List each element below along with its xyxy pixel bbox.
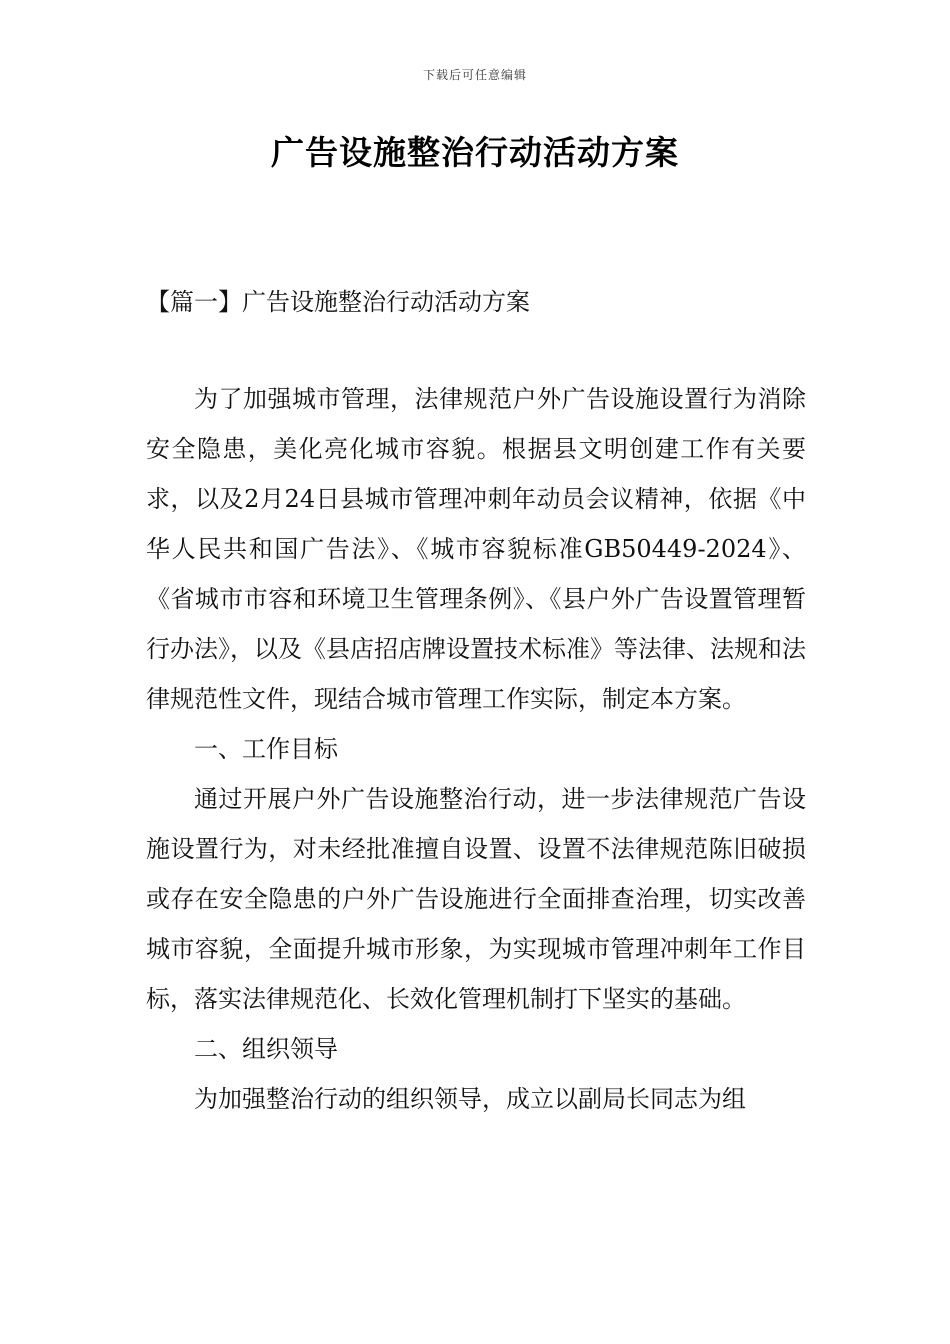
heading-organization: 二、组织领导 bbox=[194, 1035, 338, 1063]
header-note: 下载后可任意编辑 bbox=[422, 68, 527, 82]
document-body bbox=[146, 374, 806, 1124]
paragraph-organization: 为加强整治行动的组织领导，成立以副局长同志为组 bbox=[194, 1085, 746, 1113]
document-title: 广告设施整治行动活动方案 bbox=[271, 133, 679, 172]
heading-work-goal: 一、工作目标 bbox=[194, 735, 338, 763]
paragraph-work-goal: 通过开展户外广告设施整治行动，进一步法律规范广告设施设置行为，对未经批准擅自设置、设置不法律规范陈旧破损或存在安全隐患的户外广告设施进行全面排查治理，切实改善城市容貌，全面提升城市形象，为实现城市管理冲刺年工作目标，落实法律规范化、长效化管理机制打下坚实的基础。 bbox=[146, 785, 806, 1013]
paragraph-intro: 为了加强城市管理，法律规范户外广告设施设置行为消除安全隐患，美化亮化城市容貌。根据县文明创建工作有关要求，以及2月24日县城市管理冲刺年动员会议精神，依据《中华人民共和国广告法》、《城市容貌标准GB50449-2024》、《省城市市容和环境卫生管理条例》、《县户外广告设置管理暂行办法》，以及《县店招店牌设置技术标准》等法律、法规和法律规范性文件，现结合城市管理工作实际，制定本方案。 bbox=[146, 385, 806, 713]
section-heading: 【篇一】广告设施整治行动活动方案 bbox=[146, 288, 530, 316]
